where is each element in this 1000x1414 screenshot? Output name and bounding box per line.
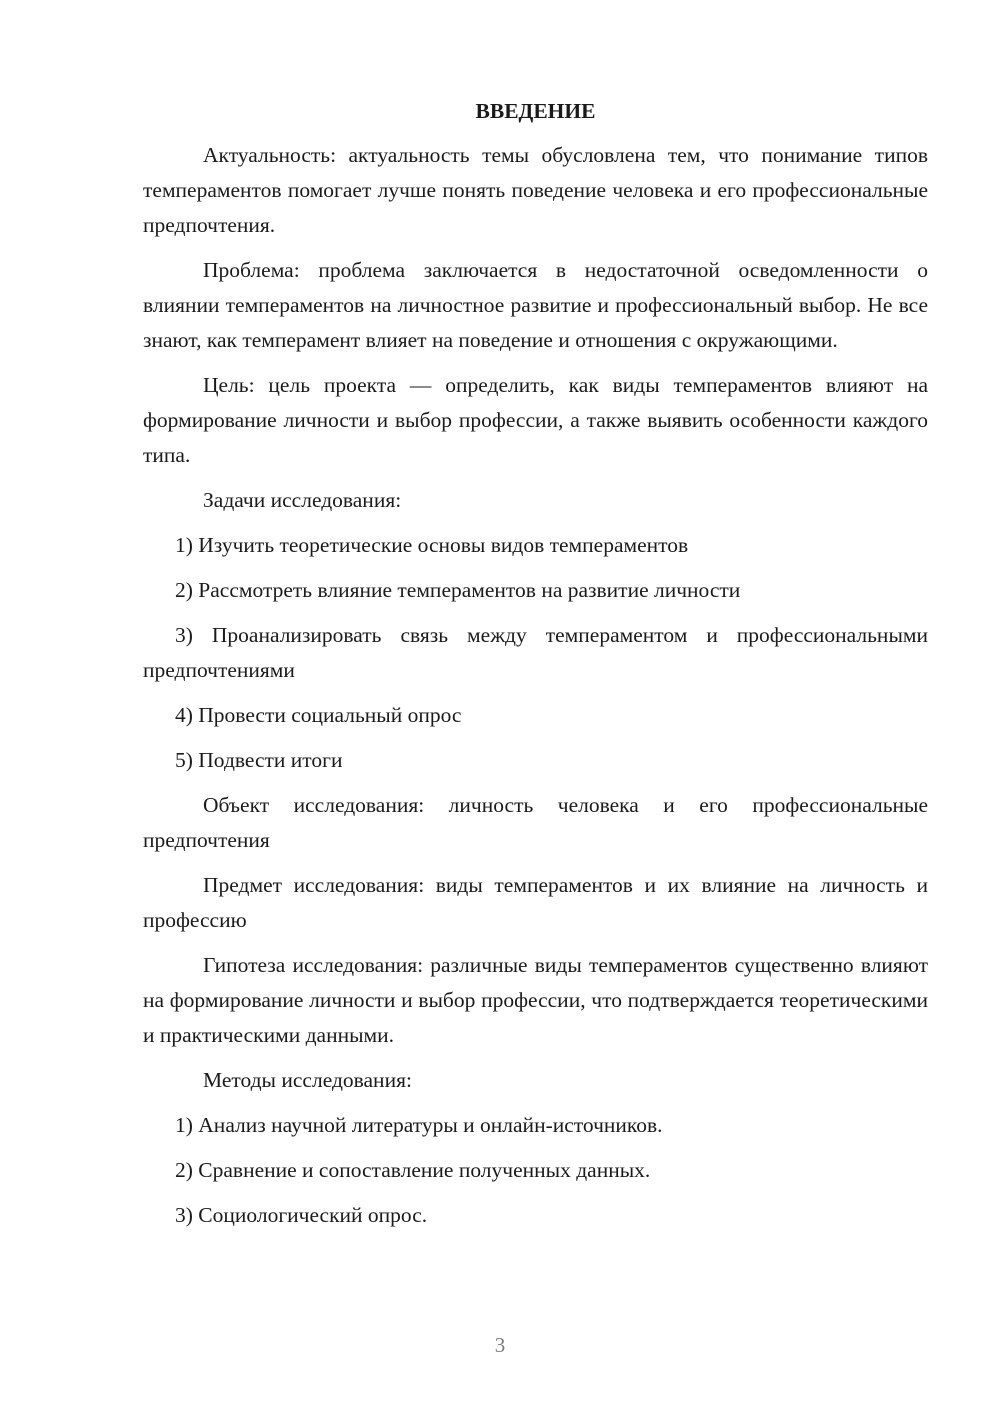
paragraph-problem: Проблема: проблема заключается в недостаточной осведомленности о влиянии темпераментов на личностное развитие и профессиональный выбор. Не все знают, как темперамент влияет на поведение и отношения с окружающими. (143, 258, 928, 352)
section-title: ВВЕДЕНИЕ (475, 99, 596, 123)
page-number: 3 (494, 1333, 506, 1357)
paragraph-subject: Предмет исследования: виды темпераментов и их влияние на личность и профессию (143, 873, 928, 932)
paragraph-object: Объект исследования: личность человека и его профессиональные предпочтения (143, 793, 928, 852)
document-body (143, 94, 928, 1233)
list-item-method-1: 1) Анализ научной литературы и онлайн-источников. (175, 1113, 663, 1137)
list-item-method-3: 3) Социологический опрос. (175, 1203, 428, 1227)
paragraph-goal: Цель: цель проекта — определить, как виды темпераментов влияют на формирование личности и выбор профессии, а также выявить особенности каждого типа. (143, 373, 928, 467)
list-item-method-2: 2) Сравнение и сопоставление полученных данных. (175, 1158, 651, 1182)
paragraph-methods-heading: Методы исследования: (203, 1068, 412, 1092)
paragraph-tasks-heading: Задачи исследования: (203, 488, 402, 512)
list-item-task-5: 5) Подвести итоги (175, 748, 343, 772)
paragraph-hypothesis: Гипотеза исследования: различные виды темпераментов существенно влияют на формирование личности и выбор профессии, что подтверждается теоретическими и практическими данными. (143, 953, 928, 1047)
list-item-task-3: 3) Проанализировать связь между темпераментом и профессиональными предпочтениями (143, 623, 928, 682)
paragraph-relevance: Актуальность: актуальность темы обусловлена тем, что понимание типов темпераментов помогает лучше понять поведение человека и его профессиональные предпочтения. (143, 143, 928, 237)
list-item-task-2: 2) Рассмотреть влияние темпераментов на развитие личности (175, 578, 741, 602)
list-item-task-1: 1) Изучить теоретические основы видов темпераментов (175, 533, 689, 557)
list-item-task-4: 4) Провести социальный опрос (175, 703, 462, 727)
